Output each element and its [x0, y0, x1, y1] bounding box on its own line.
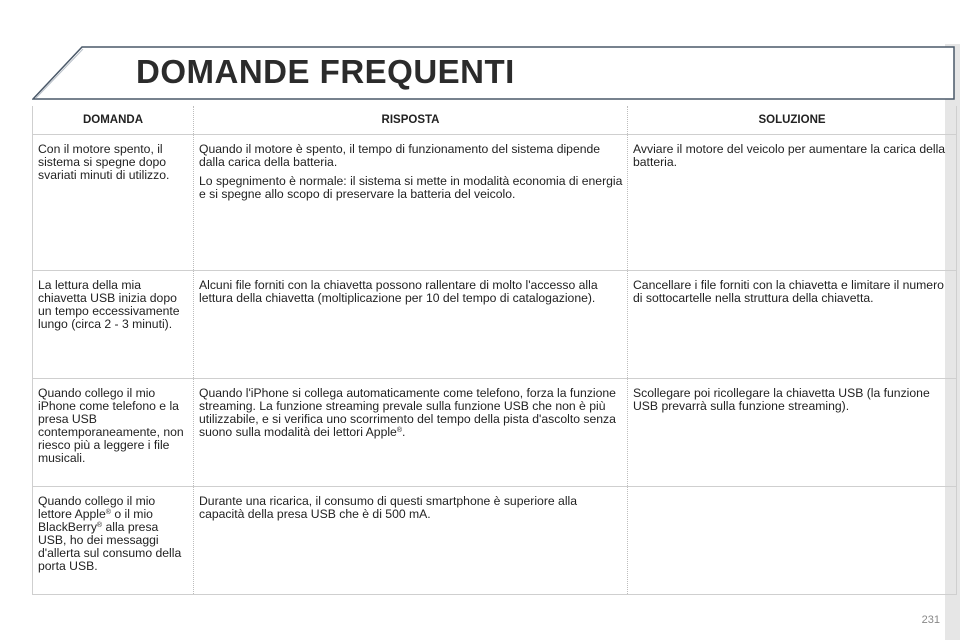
- solution-cell: Avviare il motore del veicolo per aumentare la carica della batteria.: [628, 135, 957, 271]
- answer-text: Quando l'iPhone si collega automaticamente come telefono, forza la funzione streaming. La funzione streaming prevale sulla funzione USB che non è più utilizzabile, e si verifica uno scorrimento del tempo della pista d'ascolto senza suono sulla modalità dei lettori Apple: [199, 386, 616, 439]
- question-text: Quando collego il mio lettore Apple: [38, 494, 156, 521]
- registered-mark: ®: [105, 509, 111, 516]
- question-text: alla presa USB, ho dei messaggi d'allerta sul consumo della porta USB.: [38, 520, 182, 573]
- answer-cell: [194, 379, 628, 487]
- registered-mark: ®: [396, 427, 403, 434]
- question-cell: [33, 487, 194, 595]
- answer-paragraph: Lo spegnimento è normale: il sistema si mette in modalità economia di energia e si spegne allo scopo di preservare la batteria del veicolo.: [199, 174, 623, 201]
- header-solution: SOLUZIONE: [628, 106, 957, 135]
- answer-cell: Alcuni file forniti con la chiavetta possono rallentare di molto l'accesso alla lettura della chiavetta (moltiplicazione per 10 del tempo di catalogazione).: [194, 271, 628, 379]
- page-number: 231: [921, 614, 940, 626]
- solution-cell: [628, 487, 957, 595]
- registered-mark: ®: [96, 522, 103, 529]
- faq-table: [32, 106, 957, 595]
- question-cell: Con il motore spento, il sistema si spegne dopo svariati minuti di utilizzo.: [33, 135, 194, 271]
- header-answer: RISPOSTA: [194, 106, 628, 135]
- question-cell: Quando collego il mio iPhone come telefono e la presa USB contemporaneamente, non riesco più a leggere i file musicali.: [33, 379, 194, 487]
- table-row: [33, 487, 957, 595]
- answer-text-end: .: [402, 425, 406, 439]
- page-title: DOMANDE FREQUENTI: [136, 53, 515, 90]
- answer-cell: [194, 135, 628, 271]
- header-question: DOMANDA: [33, 106, 194, 135]
- table-row: [33, 135, 957, 271]
- solution-cell: Cancellare i file forniti con la chiavetta e limitare il numero di sottocartelle nella struttura della chiavetta.: [628, 271, 957, 379]
- question-cell: La lettura della mia chiavetta USB inizia dopo un tempo eccessivamente lungo (circa 2 - 3 minuti).: [33, 271, 194, 379]
- table-row: [33, 379, 957, 487]
- solution-cell: Scollegare poi ricollegare la chiavetta USB (la funzione USB prevarrà sulla funzione streaming).: [628, 379, 957, 487]
- table-header-row: [33, 106, 957, 135]
- answer-cell: Durante una ricarica, il consumo di questi smartphone è superiore alla capacità della presa USB che è di 500 mA.: [194, 487, 628, 595]
- answer-paragraph: Quando il motore è spento, il tempo di funzionamento del sistema dipende dalla carica della batteria.: [199, 142, 601, 169]
- question-text: o il mio BlackBerry: [38, 507, 153, 534]
- table-row: [33, 271, 957, 379]
